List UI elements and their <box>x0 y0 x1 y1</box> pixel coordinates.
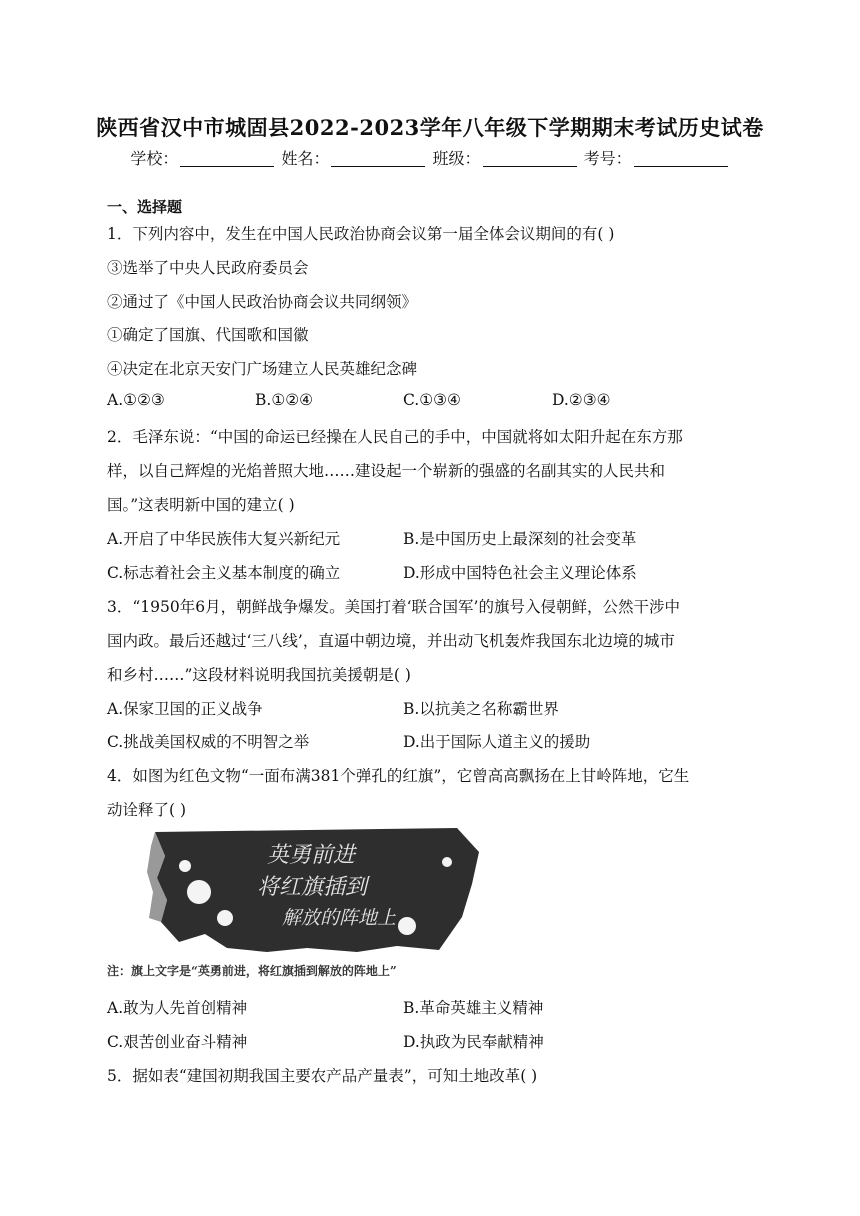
exam-title: 陕西省汉中市城固县2022-2023学年八年级下学期期末考试历史试卷 <box>96 115 764 140</box>
bullet-hole <box>398 917 416 935</box>
question-stem: 4．如图为红色文物“一面布满381个弹孔的红旗”，它曾高高飘扬在上甘岭阵地，它生 <box>107 767 690 785</box>
bullet-hole <box>442 857 452 867</box>
school-blank <box>180 150 274 167</box>
option-c: C.标志着社会主义基本制度的确立 <box>107 564 341 582</box>
question-stem: 国内政。最后还越过‘三八线’，直逼中朝边境，并出动飞机轰炸我国东北边境的城市 <box>107 632 675 650</box>
bullet-hole <box>187 880 211 904</box>
option-d: D.出于国际人道主义的援助 <box>403 733 591 751</box>
flag-text-line-1: 英勇前进 <box>267 843 356 868</box>
option-a: A.敢为人先首创精神 <box>107 999 248 1017</box>
option-b: B.①②④ <box>255 391 314 409</box>
option-a: A.①②③ <box>107 391 165 409</box>
question-stem: 和乡村……”这段材料说明我国抗美援朝是( ) <box>107 666 411 684</box>
option-c: C.艰苦创业奋斗精神 <box>107 1033 248 1051</box>
bullet-hole <box>217 910 233 926</box>
option-b: B.是中国历史上最深刻的社会变革 <box>403 530 637 548</box>
name-blank <box>331 150 425 167</box>
red-flag-image <box>107 822 507 982</box>
question-stem: 国。”这表明新中国的建立( ) <box>107 496 295 514</box>
exam-number-blank <box>634 150 728 167</box>
section-title: 一、选择题 <box>107 198 183 216</box>
image-caption: 注：旗上文字是“英勇前进，将红旗插到解放的阵地上” <box>107 964 397 978</box>
question-stem: 1．下列内容中，发生在中国人民政治协商会议第一届全体会议期间的有( ) <box>107 225 615 243</box>
school-label: 学校： <box>130 149 179 168</box>
question-item: ④决定在北京天安门广场建立人民英雄纪念碑 <box>107 360 418 378</box>
option-c: C.挑战美国权威的不明智之举 <box>107 733 310 751</box>
option-a: A.开启了中华民族伟大复兴新纪元 <box>107 530 341 548</box>
option-d: D.形成中国特色社会主义理论体系 <box>403 564 637 582</box>
question-stem: 样，以自己辉煌的光焰普照大地……建设起一个崭新的强盛的名副其实的人民共和 <box>107 462 666 480</box>
question-stem: 5．据如表“建国初期我国主要农产品产量表”，可知土地改革( ) <box>107 1067 538 1085</box>
class-label: 班级： <box>432 149 481 168</box>
question-item: ①确定了国旗、代国歌和国徽 <box>107 326 309 344</box>
class-blank <box>483 150 577 167</box>
question-stem: 3．“1950年6月，朝鲜战争爆发。美国打着‘联合国军’的旗号入侵朝鲜，公然干涉中 <box>107 598 680 616</box>
question-item: ③选举了中央人民政府委员会 <box>107 259 309 277</box>
option-d: D.②③④ <box>552 391 611 409</box>
option-a: A.保家卫国的正义战争 <box>107 700 263 718</box>
student-info-line <box>0 146 860 169</box>
flag-text-line-3: 解放的阵地上 <box>282 907 397 929</box>
question-item: ②通过了《中国人民政治协商会议共同纲领》 <box>107 293 418 311</box>
option-d: D.执政为民奉献精神 <box>403 1033 544 1051</box>
option-c: C.①③④ <box>403 391 461 409</box>
question-stem: 动诠释了( ) <box>107 801 187 819</box>
exam-number-label: 考号： <box>583 149 632 168</box>
question-stem: 2．毛泽东说：“中国的命运已经操在人民自己的手中，中国就将如太阳升起在东方那 <box>107 428 683 446</box>
bullet-hole <box>179 860 191 872</box>
flag-photo <box>107 822 507 962</box>
option-b: B.革命英雄主义精神 <box>403 999 544 1017</box>
name-label: 姓名： <box>281 149 330 168</box>
flag-text-line-2: 将红旗插到 <box>257 875 368 900</box>
option-b: B.以抗美之名称霸世界 <box>403 700 559 718</box>
